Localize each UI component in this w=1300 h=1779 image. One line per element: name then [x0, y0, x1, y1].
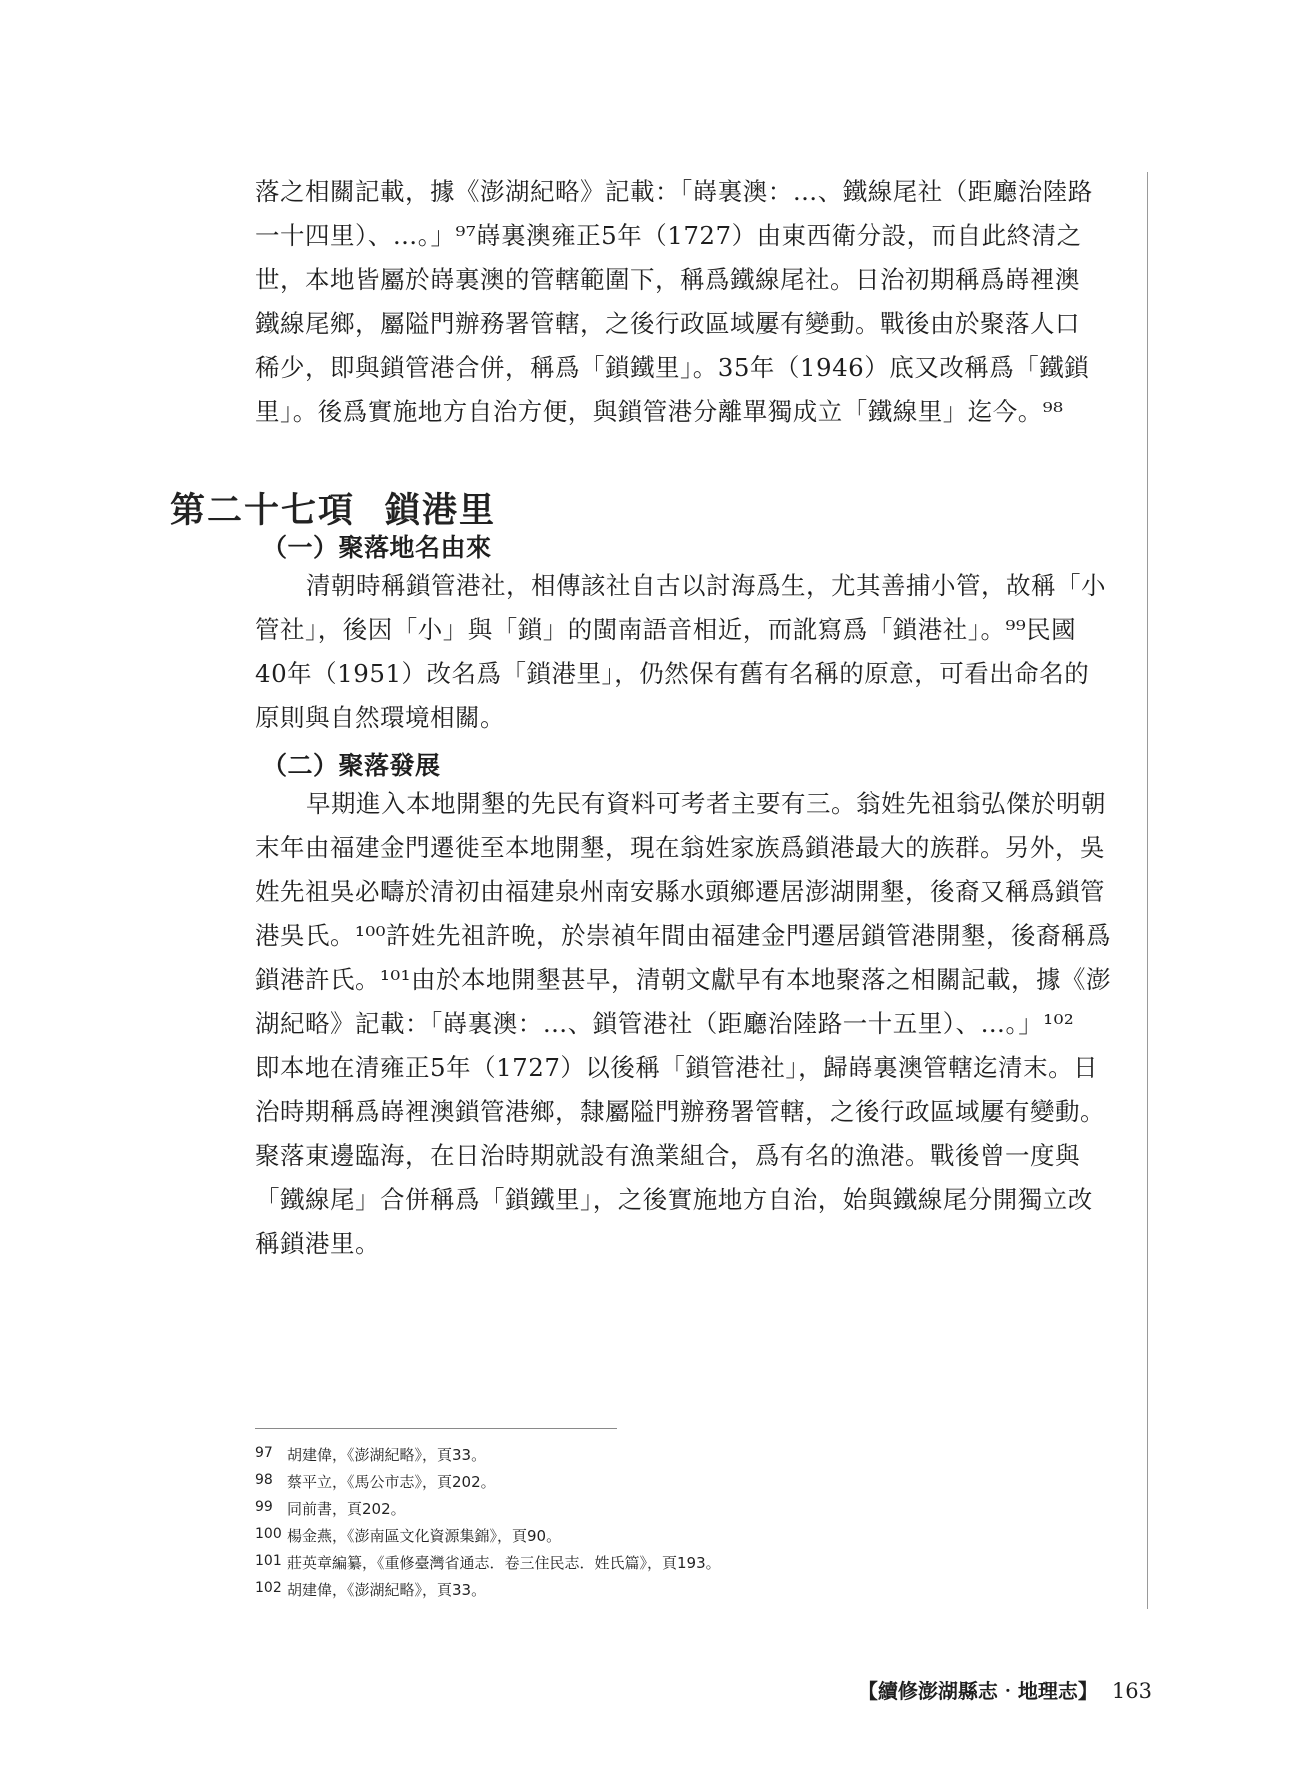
- subheading-origin: （一）聚落地名由來: [262, 533, 492, 562]
- footnote-number: 100: [255, 1526, 282, 1542]
- text-line: 湖紀略》記載：「嵵裏澳：…、鎖管港社（距廳治陸路一十五里）、…。」¹⁰²: [255, 1009, 1075, 1038]
- text-line: 末年由福建金門遷徙至本地開墾，現在翁姓家族爲鎖港最大的族群。另外，吳: [255, 833, 1105, 862]
- text-line: 早期進入本地開墾的先民有資料可考者主要有三。翁姓先祖翁弘傑於明朝: [306, 789, 1106, 818]
- text-line: 管社」，後因「小」與「鎖」的閩南語音相近，而訛寫爲「鎖港社」。⁹⁹民國: [255, 615, 1077, 644]
- subheading-development: （二）聚落發展: [262, 751, 441, 780]
- text-line: 姓先祖吳必疇於清初由福建泉州南安縣水頭鄉遷居澎湖開墾，後裔又稱爲鎖管: [255, 877, 1105, 906]
- footnote-text: 同前書，頁202。: [287, 1500, 406, 1518]
- text-line: 港吳氏。¹⁰⁰許姓先祖許晩，於崇禎年間由福建金門遷居鎖管港開墾，後裔稱爲: [255, 921, 1111, 950]
- footnote-number: 97: [255, 1445, 273, 1461]
- footnote-text: 莊英章編纂，《重修臺灣省通志．卷三住民志．姓氏篇》，頁193。: [287, 1554, 721, 1572]
- text-line: 聚落東邊臨海，在日治時期就設有漁業組合，爲有名的漁港。戰後曾一度與: [255, 1141, 1080, 1170]
- text-line: 世，本地皆屬於嵵裏澳的管轄範圍下，稱爲鐵線尾社。日治初期稱爲嵵裡澳: [255, 265, 1080, 294]
- text-line: 治時期稱爲嵵裡澳鎖管港鄉，隸屬隘門辦務署管轄，之後行政區域屢有變動。: [255, 1097, 1105, 1126]
- text-line: 40年（1951）改名爲「鎖港里」，仍然保有舊有名稱的原意，可看出命名的: [255, 659, 1090, 688]
- text-line: 一十四里）、…。」⁹⁷嵵裏澳雍正5年（1727）由東西衛分設，而自此終清之: [255, 221, 1082, 250]
- section-heading: [170, 483, 496, 533]
- text-line: 鐵線尾鄉，屬隘門辦務署管轄，之後行政區域屢有變動。戰後由於聚落人口: [255, 309, 1080, 338]
- section-title: 鎖港里: [385, 491, 497, 531]
- text-line: 里」。後爲實施地方自治方便，與鎖管港分離單獨成立「鐵線里」迄今。⁹⁸: [255, 397, 1064, 426]
- text-line: 原則與自然環境相關。: [255, 703, 505, 732]
- running-footer: [858, 1675, 1152, 1704]
- page-number: 163: [1111, 1679, 1152, 1703]
- text-line: 稀少，即與鎖管港合併，稱爲「鎖鐵里」。35年（1946）底又改稱爲「鐵鎖: [255, 353, 1090, 382]
- footnote-number: 101: [255, 1553, 282, 1569]
- footnote-number: 102: [255, 1580, 282, 1596]
- text-line: 即本地在清雍正5年（1727）以後稱「鎖管港社」，歸嵵裏澳管轄迄清末。日: [255, 1053, 1099, 1082]
- footnote: [255, 1498, 406, 1519]
- text-line: 「鐵線尾」合併稱爲「鎖鐵里」，之後實施地方自治，始與鐵線尾分開獨立改: [255, 1185, 1093, 1214]
- footnote: [255, 1525, 561, 1546]
- section-number: 第二十七項: [170, 491, 356, 531]
- footnote-number: 98: [255, 1472, 273, 1488]
- footnote-number: 99: [255, 1499, 273, 1515]
- footnote-text: 楊金燕，《澎南區文化資源集錦》，頁90。: [287, 1527, 562, 1545]
- footnote: [255, 1444, 486, 1465]
- footnote-text: 蔡平立，《馬公市志》，頁202。: [287, 1473, 496, 1491]
- text-line: 落之相關記載，據《澎湖紀略》記載：「嵵裏澳：…、鐵線尾社（距廳治陸路: [255, 177, 1093, 206]
- footnote-text: 胡建偉，《澎湖紀略》，頁33。: [287, 1581, 487, 1599]
- footnote: [255, 1579, 486, 1600]
- text-line: 清朝時稱鎖管港社，相傳該社自古以討海爲生，尤其善捕小管，故稱「小: [306, 571, 1106, 600]
- right-margin-rule: [1147, 172, 1148, 1609]
- text-line: 鎖港許氏。¹⁰¹由於本地開墾甚早，清朝文獻早有本地聚落之相關記載，據《澎: [255, 965, 1111, 994]
- footnote: [255, 1552, 721, 1573]
- book-title: 【續修澎湖縣志‧地理志】: [857, 1679, 1098, 1703]
- footnote: [255, 1471, 496, 1492]
- footnote-divider: [255, 1428, 617, 1429]
- text-line: 稱鎖港里。: [255, 1229, 380, 1258]
- footnote-text: 胡建偉，《澎湖紀略》，頁33。: [287, 1446, 487, 1464]
